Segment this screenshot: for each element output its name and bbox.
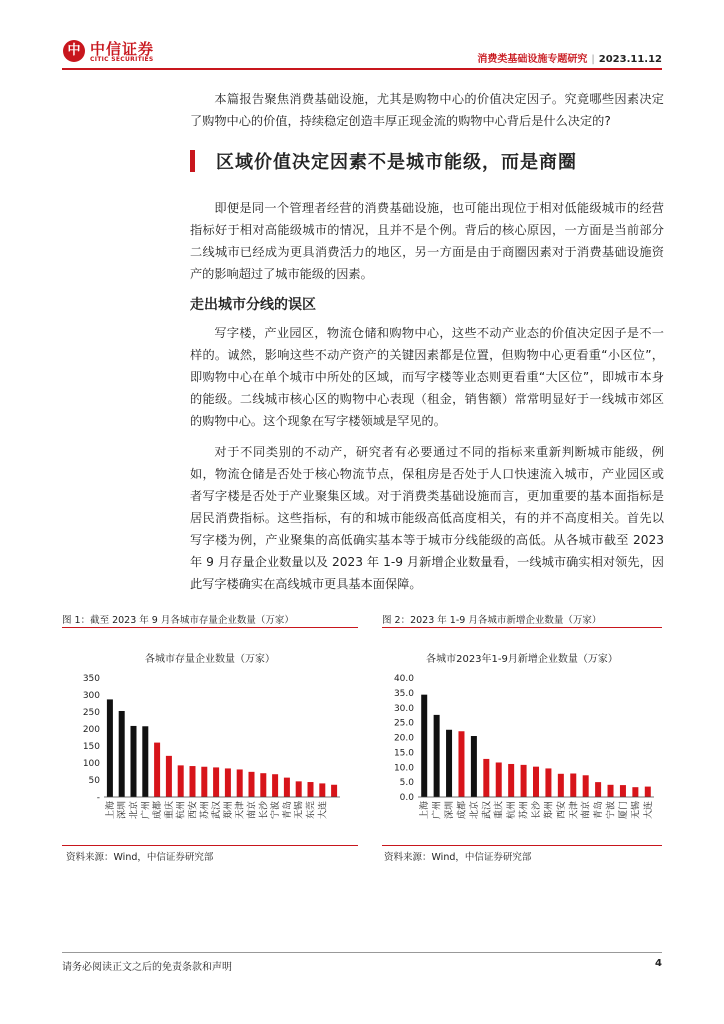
chart-2-category-label: 西安: [556, 801, 567, 820]
chart-2-bar: [595, 782, 601, 797]
chart-2-bar: [645, 787, 651, 797]
chart-2-category-label: 郑州: [544, 801, 555, 820]
report-type: 消费类基础设施专题研究: [477, 54, 588, 65]
chart-1-category-label: 青岛: [282, 801, 293, 820]
chart-2-bar: [521, 765, 527, 797]
chart-1-ytick-label: 350: [82, 674, 100, 684]
chart-1-ytick-label: 200: [82, 725, 100, 735]
chart-2-bar: [434, 715, 440, 797]
chart-2-category-label: 青岛: [594, 801, 605, 820]
chart-2-bar: [421, 695, 427, 797]
chart-1-bar: [260, 773, 266, 797]
chart-1-category-label: 南京: [247, 801, 258, 820]
figure-1-top-rule: [62, 627, 358, 628]
chart-1-bar: [249, 772, 255, 797]
paragraph-1: 即便是同一个管理者经营的消费基础设施，也可能出现位于相对低能级城市的经营指标好于相对高能级城市的情况，且并不是个例。背后的核心原因，一方面是当前部分二线城市已经成为更具消费活力的地区，另一方面是由于商圈因素对于消费基础设施资产的影响超过了城市能级的因素。: [190, 201, 664, 281]
chart-1-ytick-label: -: [96, 793, 100, 803]
chart-2-bar: [620, 785, 626, 797]
figure-1-bottom-rule: [62, 845, 358, 846]
chart-2-ytick-label: 0.0: [399, 793, 414, 803]
chart-2-ytick-label: 35.0: [393, 688, 414, 699]
chart-1-category-label: 宁波: [271, 801, 282, 820]
figure-2-top-rule: [382, 627, 662, 628]
chart-2-category-label: 成都: [457, 801, 468, 820]
logo-text-en: CITIC SECURITIES: [90, 56, 154, 63]
chart-1-category-label: 北京: [129, 801, 140, 820]
chart-1-category-label: 东莞: [306, 801, 317, 820]
chart-2-bar: [496, 762, 502, 797]
chart-2-bar: [570, 773, 576, 797]
chart-1-bar: [213, 767, 219, 797]
chart-1-ytick-label: 50: [88, 776, 100, 786]
chart-2-category-label: 广州: [432, 801, 443, 820]
chart-2-ytick-label: 25.0: [393, 718, 414, 729]
chart-1-category-label: 天津: [235, 801, 246, 820]
section-heading: 区域价值决定因素不是城市能级，而是商圈: [216, 152, 577, 173]
header-meta: [477, 50, 662, 65]
chart-1-bar: [201, 767, 207, 797]
chart-2-category-label: 杭州: [507, 801, 518, 820]
chart-1-title: 各城市存量企业数量（万家）: [145, 654, 275, 665]
chart-2-ytick-label: 15.0: [393, 748, 414, 759]
figure-2-bottom-rule: [382, 845, 662, 846]
header-separator: |: [591, 54, 595, 65]
chart-1-bar: [284, 778, 290, 797]
chart-2-category-label: 上海: [420, 801, 431, 820]
section-heading-marker: [190, 150, 195, 172]
chart-2-category-label: 苏州: [519, 801, 530, 820]
chart-1: [62, 668, 358, 840]
chart-2-bar: [483, 759, 489, 797]
chart-2-bar: [446, 730, 452, 797]
chart-1-bar: [296, 781, 302, 797]
chart-1-category-label: 西安: [188, 801, 199, 820]
figure-2-source: 资料来源：Wind，中信证券研究部: [384, 852, 532, 863]
chart-1-category-label: 无锡: [294, 801, 305, 820]
paragraph-2: 写字楼，产业园区，物流仓储和购物中心，这些不动产业态的价值决定因子是不一样的。诚然，影响这些不动产资产的关键因素都是位置，但购物中心更看重“小区位”，即购物中心在单个城市中所处的区域，而写字楼等业态则更看重“大区位”，即城市本身的能级。二线城市核心区的购物中心表现（租金，销售额）常常明显好于一线城市郊区的购物中心。这个现象在写字楼领域是罕见的。: [190, 326, 664, 428]
chart-1-ytick-label: 100: [82, 759, 100, 769]
footer-disclaimer: 请务必阅读正文之后的免责条款和声明: [62, 962, 232, 973]
chart-2-category-label: 宁波: [606, 801, 617, 820]
intro-paragraph: 本篇报告聚焦消费基础设施，尤其是购物中心的价值决定因子。究竟哪些因素决定了购物中心的价值，持续稳定创造丰厚正现金流的购物中心背后是什么决定的?: [190, 92, 664, 128]
footer-rule: [62, 952, 662, 953]
chart-2-bar: [545, 768, 551, 797]
chart-1-bar: [331, 785, 337, 797]
chart-1-bar: [225, 768, 231, 797]
chart-2-ytick-label: 10.0: [393, 763, 414, 774]
page-number: 4: [655, 958, 662, 969]
chart-2-category-label: 重庆: [494, 801, 505, 820]
chart-2-bar: [632, 787, 638, 797]
chart-2-bar: [471, 736, 477, 797]
header-rule: [62, 68, 662, 70]
chart-1-bar: [107, 699, 113, 797]
chart-2-bar: [458, 731, 464, 797]
chart-2-ytick-label: 20.0: [393, 733, 414, 744]
figure-1-source: 资料来源：Wind，中信证券研究部: [66, 852, 214, 863]
chart-1-bar: [272, 774, 278, 797]
chart-2-category-label: 厦门: [618, 801, 629, 820]
chart-2-bar: [508, 764, 514, 797]
chart-2-ytick-label: 30.0: [393, 703, 414, 714]
figure-2-caption: 图 2：2023 年 1-9 月各城市新增企业数量（万家）: [382, 615, 602, 626]
chart-2-category-label: 北京: [469, 801, 480, 820]
chart-1-category-label: 大连: [318, 801, 329, 820]
chart-1-bar: [131, 726, 137, 797]
chart-1-category-label: 苏州: [200, 801, 211, 820]
chart-2-ytick-label: 5.0: [399, 778, 414, 789]
chart-1-bar: [190, 766, 196, 797]
chart-1-bar: [154, 743, 160, 797]
chart-1-category-label: 重庆: [164, 801, 175, 820]
chart-2-category-label: 深圳: [445, 801, 456, 820]
chart-2-category-label: 无锡: [631, 801, 642, 820]
subheading: 走出城市分线的误区: [190, 297, 316, 313]
logo-text-cn: 中信证券: [90, 40, 155, 58]
report-date: 2023.11.12: [598, 54, 662, 65]
chart-1-bar: [166, 756, 172, 797]
chart-1-category-label: 成都: [153, 801, 164, 820]
chart-1-bar: [308, 782, 314, 797]
chart-1-category-label: 长沙: [259, 801, 270, 820]
chart-2-category-label: 武汉: [482, 801, 493, 820]
chart-1-ytick-label: 150: [82, 742, 100, 752]
chart-1-bar: [119, 711, 125, 797]
chart-1-category-label: 上海: [105, 801, 116, 820]
chart-2-category-label: 天津: [569, 801, 580, 820]
chart-2-bar: [583, 775, 589, 797]
chart-1-category-label: 杭州: [176, 801, 187, 820]
chart-2-category-label: 南京: [581, 801, 592, 820]
paragraph-3: 对于不同类别的不动产，研究者有必要通过不同的指标来重新判断城市能级，例如，物流仓储是否处于核心物流节点，保租房是否处于人口快速流入城市，产业园区或者写字楼是否处于产业聚集区域。对于消费类基础设施而言，更加重要的基本面指标是居民消费指标。这些指标，有的和城市能级高低高度相关，有的并不高度相关。首先以写字楼为例，产业聚集的高低确实基本等于城市分线能级的高低。从各城市截至 2023 年 9 月存量企业数量以及 2023 年 1-9 月新增企业数量看，一线城市确实相对领先，因此写字楼确实在高线城市更具基本面保障。: [190, 445, 664, 591]
chart-2-title: 各城市2023年1-9月新增企业数量（万家）: [426, 654, 618, 665]
chart-1-bar: [237, 769, 243, 797]
chart-1-category-label: 深圳: [117, 801, 128, 820]
chart-1-category-label: 郑州: [223, 801, 234, 820]
chart-2-bar: [608, 785, 614, 797]
figure-1-caption: 图 1：截至 2023 年 9 月各城市存量企业数量（万家）: [62, 615, 294, 626]
chart-2-category-label: 长沙: [532, 801, 542, 820]
chart-1-ytick-label: 250: [82, 708, 100, 718]
chart-2-category-label: 大连: [643, 801, 654, 820]
chart-2-bar: [558, 774, 564, 797]
chart-1-ytick-label: 300: [82, 691, 100, 701]
chart-1-bar: [142, 726, 148, 797]
chart-1-bar: [178, 765, 184, 797]
chart-2-ytick-label: 40.0: [393, 674, 414, 684]
citic-logo-icon: 中: [63, 40, 85, 62]
chart-1-bar: [319, 783, 325, 797]
chart-1-category-label: 广州: [141, 801, 152, 820]
chart-2: [382, 668, 662, 840]
chart-1-category-label: 武汉: [212, 801, 223, 820]
chart-2-bar: [533, 767, 539, 797]
